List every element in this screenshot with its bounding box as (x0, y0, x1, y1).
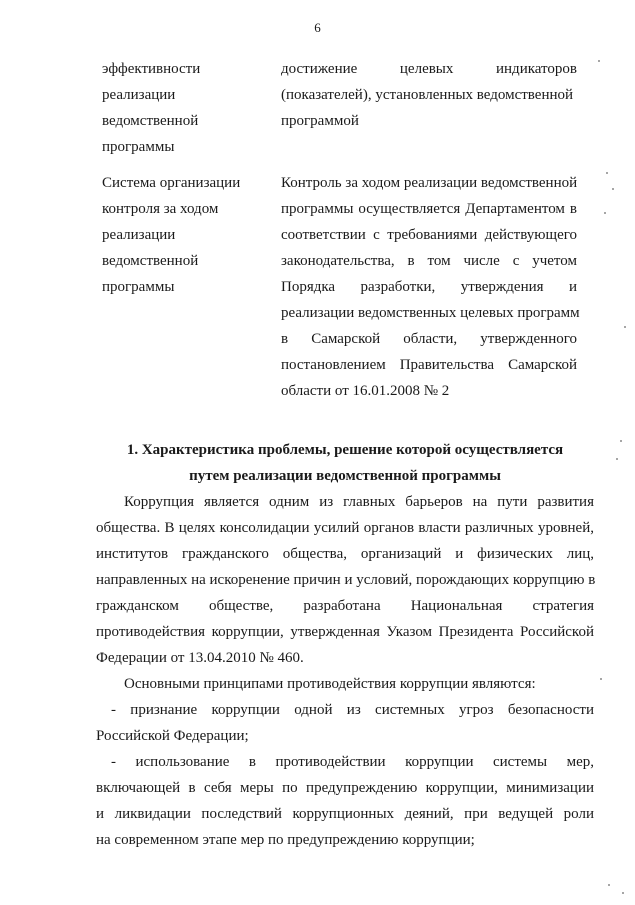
passport-row-2-value: в Самарской области, утвержденного (281, 331, 577, 347)
passport-row-1-value: (показателей), установленных ведомственной (281, 87, 574, 103)
body-paragraph-line: Коррупция является одним из главных барьеров на пути развития (124, 494, 594, 510)
passport-row-1-value: достижение целевых индикаторов (281, 61, 577, 77)
passport-row-1-label: программы (102, 139, 175, 155)
section-heading: 1. Характеристика проблемы, решение которой осуществляется (126, 442, 564, 458)
body-paragraph-line: направленных на искоренение причин и условий, порождающих коррупцию в (96, 572, 596, 588)
passport-row-2-value: соответствии с требованиями действующего (281, 227, 577, 243)
scan-speck (606, 172, 608, 174)
scan-speck (624, 326, 626, 328)
scan-speck (622, 892, 624, 894)
body-paragraph-line: Основными принципами противодействия коррупции являются: (124, 676, 536, 692)
passport-row-1-label: ведомственной (102, 113, 199, 129)
section-heading: путем реализации ведомственной программы (189, 468, 501, 484)
passport-row-2-value: законодательства, в том числе с учетом (281, 253, 577, 269)
scan-speck (598, 60, 600, 62)
body-list-item: - признание коррупции одной из системных угроз безопасности (111, 702, 594, 718)
body-paragraph-line: гражданском обществе, разработана Национальная стратегия (96, 598, 594, 614)
scan-speck (608, 884, 610, 886)
scan-speck (612, 188, 614, 190)
body-paragraph-line: институтов гражданского общества, организаций и физических лиц, (96, 546, 594, 562)
passport-row-1-label: реализации (102, 87, 176, 103)
passport-row-2-value: области от 16.01.2008 № 2 (281, 383, 450, 399)
body-list-item: и ликвидации последствий коррупционных деяний, при ведущей роли (96, 806, 594, 822)
passport-row-2-value: программы осуществляется Департаментом в (281, 201, 577, 217)
body-paragraph-line: Федерации от 13.04.2010 № 460. (96, 650, 304, 666)
body-paragraph-line: общества. В целях консолидации усилий органов власти различных уровней, (96, 520, 594, 536)
passport-row-1-value: программой (281, 113, 359, 129)
passport-row-2-label: контроля за ходом (102, 201, 219, 217)
passport-row-2-value: Контроль за ходом реализации ведомственной (281, 175, 578, 191)
body-list-item: Российской Федерации; (96, 728, 249, 744)
passport-row-2-label: программы (102, 279, 175, 295)
body-list-item: на современном этапе мер по предупреждению коррупции; (96, 832, 475, 848)
passport-row-2-label: реализации (102, 227, 176, 243)
scan-speck (620, 440, 622, 442)
scan-speck (616, 458, 618, 460)
body-list-item: - использование в противодействии коррупции системы мер, (111, 754, 594, 770)
passport-row-2-label: Система организации (102, 175, 241, 191)
body-list-item: включающей в себя меры по предупреждению коррупции, минимизации (96, 780, 594, 796)
passport-row-1-label: эффективности (102, 61, 201, 77)
passport-row-2-value: реализации ведомственных целевых программ (281, 305, 580, 321)
scan-speck (600, 678, 602, 680)
passport-row-2-value: Порядка разработки, утверждения и (281, 279, 577, 295)
passport-row-2-value: постановлением Правительства Самарской (281, 357, 577, 373)
passport-row-2-label: ведомственной (102, 253, 199, 269)
body-paragraph-line: противодействия коррупции, утвержденная Указом Президента Российской (96, 624, 594, 640)
scan-speck (604, 212, 606, 214)
page-number: 6 (314, 20, 321, 35)
